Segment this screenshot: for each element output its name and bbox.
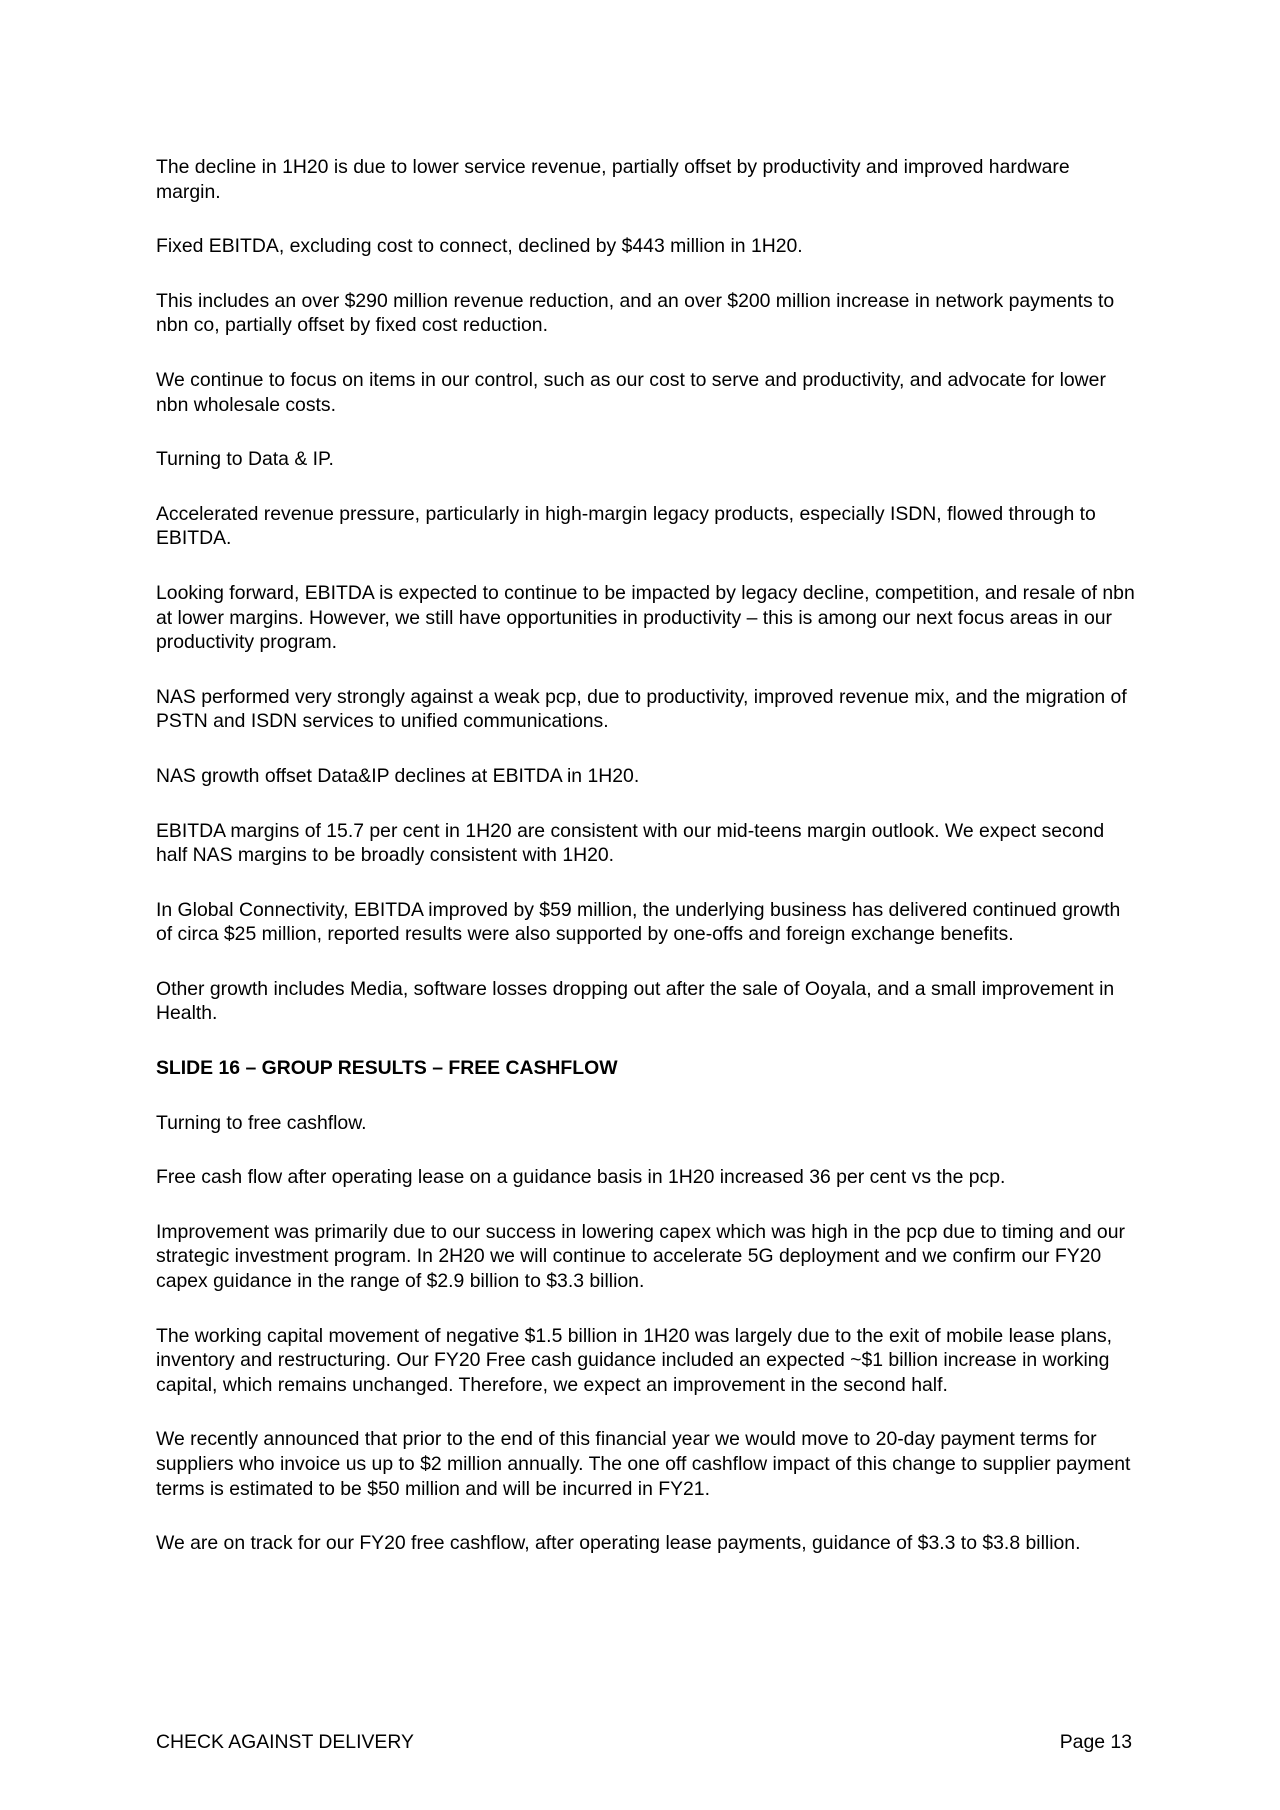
paragraph: We are on track for our FY20 free cashflow, after operating lease payments, guidance of $3.3 to $3.8 billion. <box>156 1532 1081 1555</box>
paragraph: NAS growth offset Data&IP declines at EBITDA in 1H20. <box>156 764 640 787</box>
paragraph: This includes an over $290 million revenue reduction, and an over $200 million increase in network payments to nbn co, partially offset by fixed cost reduction. <box>156 289 1115 337</box>
paragraph: Accelerated revenue pressure, particularly in high-margin legacy products, especially ISDN, flowed through to EBITDA. <box>156 502 1096 550</box>
document-body <box>156 155 1136 1586</box>
paragraph: Improvement was primarily due to our success in lowering capex which was high in the pcp due to timing and our strategic investment program. In 2H20 we will continue to accelerate 5G deployment and we confirm our FY20 capex guidance in the range of $2.9 billion to $3.3 billion. <box>156 1220 1125 1293</box>
paragraph: Looking forward, EBITDA is expected to continue to be impacted by legacy decline, competition, and resale of nbn at lower margins. However, we still have opportunities in productivity – this is among our next focus areas in our productivity program. <box>156 581 1135 654</box>
paragraph: Free cash flow after operating lease on a guidance basis in 1H20 increased 36 per cent vs the pcp. <box>156 1166 1006 1189</box>
paragraph: We recently announced that prior to the end of this financial year we would move to 20-day payment terms for suppliers who invoice us up to $2 million annually. The one off cashflow impact of this change to supplier payment terms is estimated to be $50 million and will be incurred in FY21. <box>156 1428 1131 1500</box>
page-number: Page 13 <box>1059 1731 1132 1753</box>
section-heading: SLIDE 16 – GROUP RESULTS – FREE CASHFLOW <box>156 1057 618 1080</box>
paragraph: Turning to free cashflow. <box>156 1111 367 1134</box>
paragraph: The working capital movement of negative $1.5 billion in 1H20 was largely due to the exit of mobile lease plans, inventory and restructuring. Our FY20 Free cash guidance included an expected ~$1 billion increase in working capital, which remains unchanged. Therefore, we expect an improvement in the second half. <box>156 1324 1113 1396</box>
paragraph: In Global Connectivity, EBITDA improved by $59 million, the underlying business has delivered continued growth of circa $25 million, reported results were also supported by one-offs and foreign exchange benefits. <box>156 898 1121 946</box>
paragraph: Other growth includes Media, software losses dropping out after the sale of Ooyala, and a small improvement in Health. <box>156 977 1115 1025</box>
paragraph: NAS performed very strongly against a weak pcp, due to productivity, improved revenue mix, and the migration of PSTN and ISDN services to unified communications. <box>156 685 1127 733</box>
page-footer <box>156 1730 1132 1754</box>
paragraph: Fixed EBITDA, excluding cost to connect, declined by $443 million in 1H20. <box>156 235 803 258</box>
paragraph: EBITDA margins of 15.7 per cent in 1H20 are consistent with our mid-teens margin outlook. We expect second half NAS margins to be broadly consistent with 1H20. <box>156 819 1105 867</box>
footer-note: CHECK AGAINST DELIVERY <box>156 1731 414 1753</box>
paragraph: Turning to Data & IP. <box>156 448 334 471</box>
paragraph: The decline in 1H20 is due to lower service revenue, partially offset by productivity and improved hardware margin. <box>156 156 1070 203</box>
paragraph: We continue to focus on items in our control, such as our cost to serve and productivity, and advocate for lower nbn wholesale costs. <box>156 368 1106 416</box>
